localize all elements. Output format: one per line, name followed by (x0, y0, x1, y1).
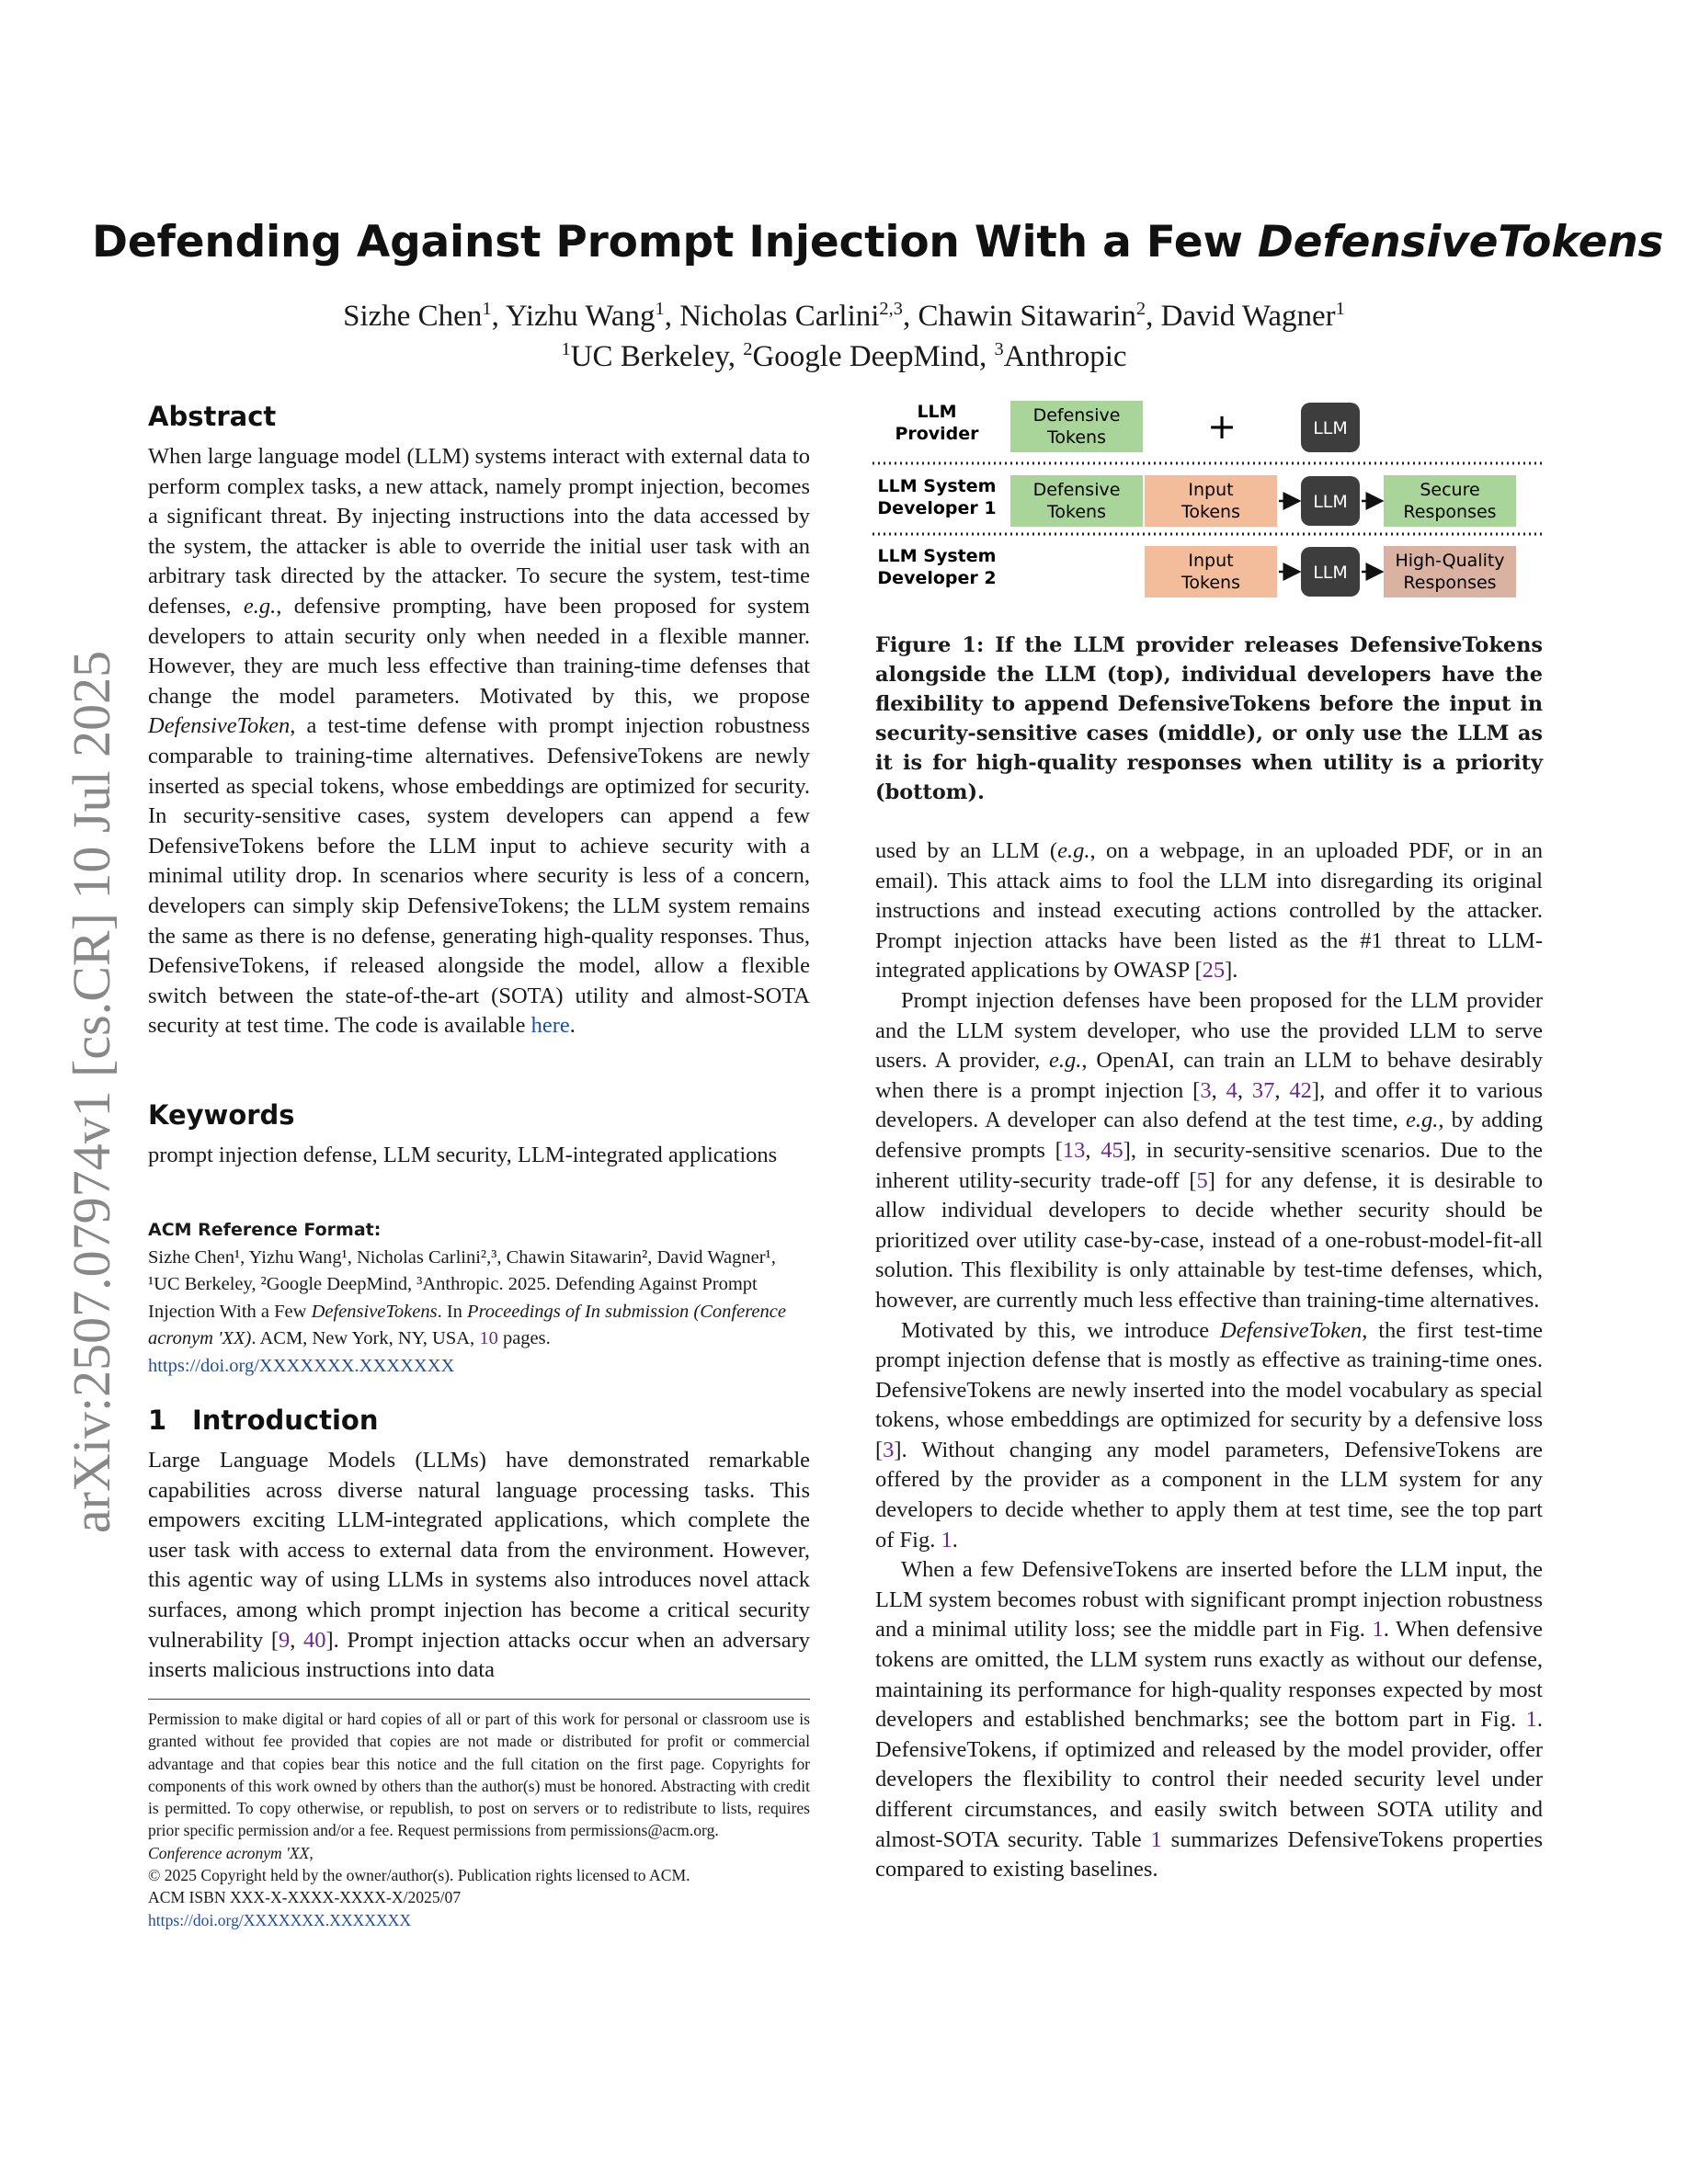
author-list (92, 300, 1596, 334)
llm-label: LLM (1313, 418, 1348, 438)
citation-link[interactable]: 45 (1101, 1137, 1123, 1163)
input-tokens-label: Tokens (1181, 502, 1240, 522)
figure-ref-link[interactable]: 1 (1372, 1617, 1384, 1643)
acm-reference-label: ACM Reference Format: (148, 1220, 382, 1240)
defensive-tokens-label: Defensive (1032, 480, 1121, 500)
row-label-dev1: LLM System (877, 476, 997, 496)
row-label-dev2: LLM System (877, 546, 997, 566)
defensive-tokens-label: Defensive (1032, 405, 1121, 426)
row-label-dev2: Developer 2 (877, 568, 997, 588)
citation-link[interactable]: 3 (883, 1437, 895, 1462)
abstract-heading: Abstract (148, 401, 277, 432)
permission-footnote (148, 1708, 810, 1931)
input-tokens-label: Tokens (1181, 573, 1240, 593)
secure-responses-label: Responses (1403, 502, 1497, 522)
citation-link[interactable]: 37 (1251, 1077, 1275, 1103)
author: Nicholas Carlini$^{2,3}$, (679, 299, 918, 333)
llm-label: LLM (1313, 492, 1348, 512)
input-tokens-label: Input (1188, 480, 1234, 500)
affiliation: $^3$Anthropic (994, 339, 1127, 373)
author: Yizhu Wang$^1$, (505, 299, 680, 333)
high-quality-responses-label: High-Quality (1395, 551, 1505, 571)
affiliation-list (92, 340, 1596, 374)
citation-link[interactable]: 9 (279, 1627, 291, 1653)
plus-sign: + (1207, 406, 1237, 447)
keywords-heading: Keywords (148, 1099, 295, 1131)
paragraph: When a few DefensiveTokens are inserted before the LLM input, the LLM system becomes robust with significant prompt injection robustness and a minimal utility loss; see the middle part in Fig. 1. When defensive tokens are omitted, the LLM system runs exactly as without our defense, maintaining its performance for high-quality responses expected by most developers and established benchmarks; see the bottom part in Fig. 1. DefensiveTokens, if optimized and released by the model provider, offer developers the flexibility to control their needed security level under different circumstances, and easily switch between SOTA utility and almost-SOTA security. Table 1 summarizes DefensiveTokens properties compared to existing baselines. (875, 1557, 1544, 1883)
doi-link[interactable]: https://doi.org/XXXXXXX.XXXXXXX (148, 1355, 455, 1376)
copyright-line: © 2025 Copyright held by the owner/author(s). Publication rights licensed to ACM. (148, 1866, 690, 1885)
paragraph: Prompt injection defenses have been proposed for the LLM provider and the LLM system developer, who use the provided LLM to serve users. A provider, e.g., OpenAI, can train an LLM to behave desirably when there is a prompt injection [3, 4, 37, 42], and offer it to various developers. A developer can also defend at the test time, e.g., by adding defensive prompts [13, 45], in security-sensitive scenarios. Due to the inherent utility-security trade-off [5] for any defense, it is desirable to allow individual developers to decide whether security should be prioritized over utility case-by-case, instead of a one-robust-model-fit-all solution. This flexibility is only attainable by test-time defenses, which, however, are currently much less effective than training-time alternatives. (875, 987, 1544, 1313)
paper-title (92, 217, 1664, 267)
code-link[interactable]: here (530, 1013, 570, 1039)
citation-link[interactable]: 40 (303, 1627, 326, 1653)
figure-1-caption: Figure 1: If the LLM provider releases DefensiveTokens alongside the LLM (top), individual developers have the flexibility to append DefensiveTokens before the input in security-sensitive cases (middle), or only use the LLM as it is for high-quality responses when utility is a priority (bottom). (875, 633, 1543, 804)
affiliation: $^2$Google DeepMind, (743, 339, 995, 373)
permission-doi-link[interactable]: https://doi.org/XXXXXXX.XXXXXXX (148, 1910, 412, 1929)
pages-link[interactable]: 10 (479, 1328, 498, 1348)
paragraph: Motivated by this, we introduce DefensiveToken, the first test-time prompt injection defense that is mostly as effective as training-time ones. DefensiveTokens are newly inserted into the model vocabulary as special tokens, whose embeddings are optimized for security by a defensive loss [3]. Without changing any model parameters, DefensiveTokens are offered by the provider as a component in the LLM system for any developers to decide whether to apply them at test time, see the top part of Fig. 1. (875, 1317, 1543, 1553)
isbn-line: ACM ISBN XXX-X-XXXX-XXXX-X/2025/07 (148, 1888, 462, 1907)
author: Sizhe Chen$^1$, (343, 299, 506, 333)
defensive-tokens-label: Tokens (1047, 502, 1106, 522)
input-tokens-label: Input (1188, 551, 1234, 571)
citation-link[interactable]: 4 (1226, 1077, 1237, 1103)
title-main: Defending Against Prompt Injection With a Few (92, 217, 1258, 267)
citation-link[interactable]: 42 (1289, 1077, 1312, 1103)
citation-link[interactable]: 3 (1200, 1077, 1212, 1103)
high-quality-responses-label: Responses (1403, 573, 1497, 593)
acm-reference-format: ACM Reference Format: Sizhe Chen¹, Yizhu Wang¹, Nicholas Carlini²,³, Chawin Sitawarin², David Wagner¹, ¹UC Berkeley, ²Google DeepMind, ³Anthropic. 2025. Defending Against Prompt Injection With a Few DefensiveTokens. In Proceedings of In submission (Conference acronym 'XX). ACM, New York, NY, USA, 10 pages. https://doi.org/XXXXXXX.XXXXXXX (148, 1217, 810, 1380)
arxiv-identifier-stamp: arXiv:2507.07974v1 [cs.CR] 10 Jul 2025 (62, 650, 121, 1534)
citation-link[interactable]: 5 (1196, 1167, 1208, 1193)
table-ref-link[interactable]: 1 (1150, 1826, 1162, 1852)
paragraph: used by an LLM (e.g., on a webpage, in an uploaded PDF, or in an email). This attack aims to fool the LLM into disregarding its original instructions and instead executing actions controlled by the attacker. Prompt injection attacks have been listed as the #1 threat to LLM-integrated applications by OWASP [25]. (875, 838, 1543, 984)
permission-text: Permission to make digital or hard copies of all or part of this work for personal or classroom use is granted without fee provided that copies are not made or distributed for profit or commercial advantage and that copies bear this notice and the full citation on the first page. Copyrights for components of this work owned by others than the author(s) must be honored. Abstracting with credit is permitted. To copy otherwise, or republish, to post on servers or to redistribute to lists, requires prior specific permission and/or a fee. Request permissions from permissions@acm.org. (148, 1710, 810, 1840)
abstract-text: When large language model (LLM) systems interact with external data to perform complex tasks, a new attack, namely prompt injection, becomes a significant threat. By injecting instructions into the data accessed by the system, the attacker is able to override the initial user task with an arbitrary task directed by the attacker. To secure the system, test-time defenses, e.g., defensive prompting, have been proposed for system developers to attain security only when needed in a flexible manner. However, they are much less effective than training-time defenses that change the model parameters. Motivated by this, we propose DefensiveToken, a test-time defense with prompt injection robustness comparable to training-time alternatives. DefensiveTokens are newly inserted as special tokens, whose embeddings are optimized for security. In security-sensitive cases, system developers can append a few DefensiveTokens before the LLM input to achieve security with a minimal utility drop. In scenarios where security is less of a concern, developers can simply skip DefensiveTokens; the LLM system remains the same as there is no defense, generating high-quality responses. Thus, DefensiveTokens, if released alongside the model, allow a flexible switch between the state-of-the-art (SOTA) utility and almost-SOTA security at test time. The code is available here. (148, 444, 810, 1039)
footnote-divider (148, 1699, 810, 1700)
defensive-tokens-label: Tokens (1047, 427, 1106, 448)
right-column-body (875, 836, 1543, 1885)
introduction-heading: 1 Introduction (148, 1405, 379, 1436)
introduction-text: Large Language Models (LLMs) have demonstrated remarkable capabilities across diverse natural language processing tasks. This empowers exciting LLM-integrated applications, which complete the user task with access to external data from the environment. However, this agentic way of using LLMs in systems also introduces novel attack surfaces, among which prompt injection has become a critical security vulnerability [9, 40]. Prompt injection attacks occur when an adversary inserts malicious instructions into data (148, 1448, 810, 1683)
row-label-provider: LLM (917, 402, 957, 422)
keywords-text: prompt injection defense, LLM security, LLM-integrated applications (148, 1143, 778, 1167)
figure-ref-link[interactable]: 1 (941, 1527, 952, 1553)
author: David Wagner$^1$ (1160, 299, 1345, 333)
figure-ref-link[interactable]: 1 (1525, 1707, 1537, 1733)
citation-link[interactable]: 25 (1202, 958, 1226, 984)
figure-1-diagram (873, 390, 1542, 610)
affiliation: $^1$UC Berkeley, (561, 339, 744, 373)
row-label-dev1: Developer 1 (877, 498, 997, 518)
conference-line: Conference acronym 'XX, (148, 1843, 314, 1862)
title-italic: DefensiveTokens (1257, 217, 1664, 267)
secure-responses-label: Secure (1420, 480, 1480, 500)
citation-link[interactable]: 13 (1062, 1137, 1086, 1163)
author: Chawin Sitawarin$^2$, (918, 299, 1161, 333)
llm-label: LLM (1313, 563, 1348, 583)
row-label-provider: Provider (895, 424, 979, 444)
